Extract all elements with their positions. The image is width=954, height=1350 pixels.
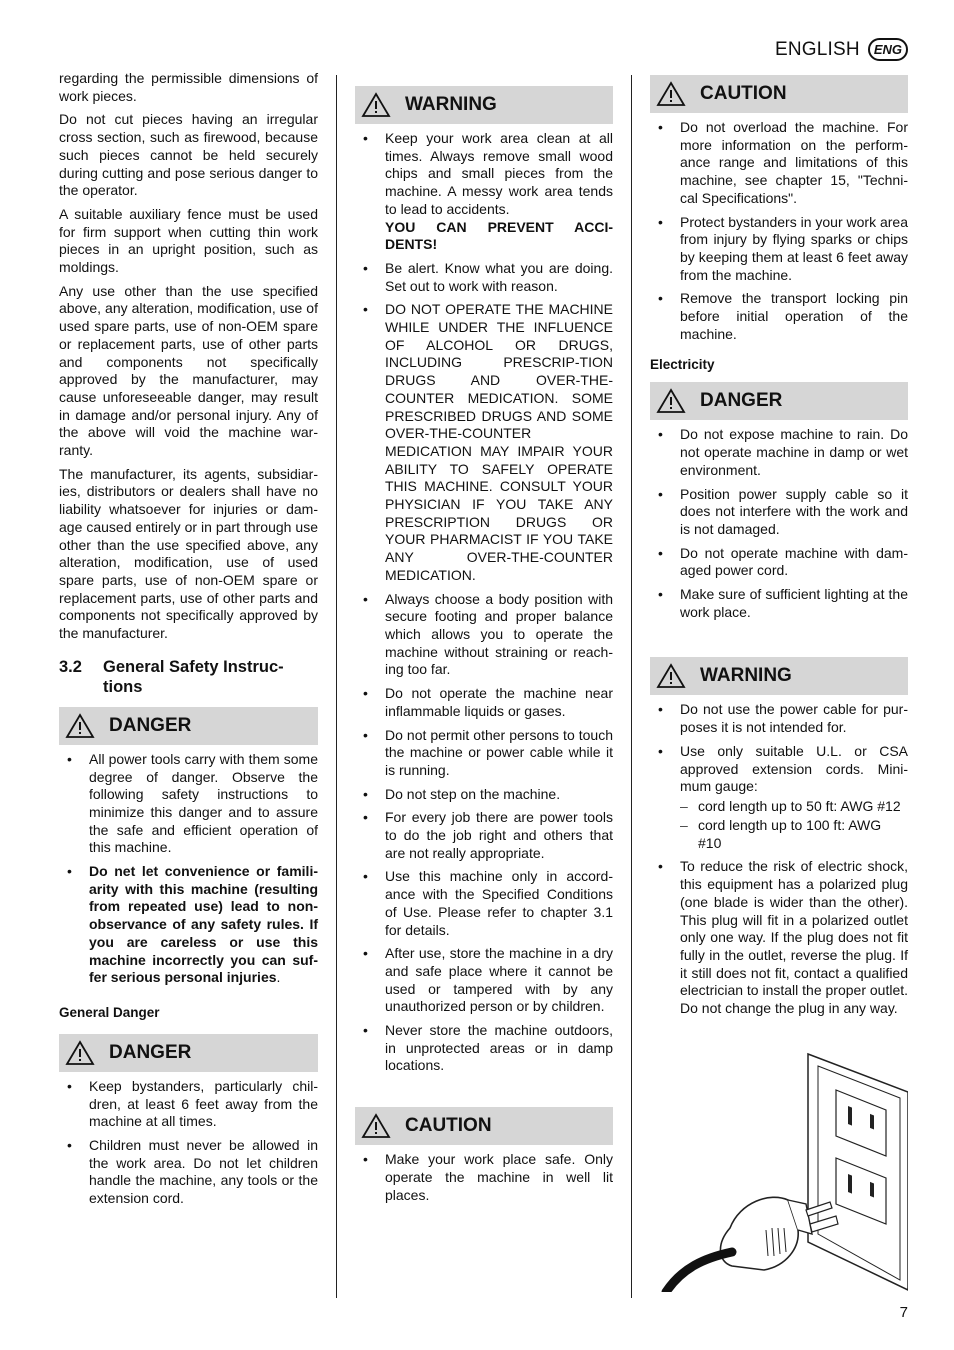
danger-banner — [59, 1034, 318, 1072]
period: . — [276, 969, 281, 986]
bold-text: Do net let convenience or famili-arity with this machine (resulting from repeated use) lead to non-observance of any safety rules. If you are careless or use this machine incorrectly you can suf-fer serious personal injuries — [89, 863, 318, 986]
list-item: • Never store the machine outdoors, in unprotected areas or in damp locations. — [355, 1022, 613, 1075]
banner-label: DANGER — [109, 1041, 192, 1063]
list-item: • Do not expose machine to rain. Do not operate machine in damp or wet environment. — [650, 426, 908, 479]
column-divider — [336, 75, 337, 1298]
item-text: Keep your work area clean at all times. Always remove small wood chips and small pieces from the machine. A messy work area tends to lead to accidents. — [385, 130, 613, 217]
list-item: • For every job there are power tools to do the job right and others that are not really appropriate. — [355, 809, 613, 862]
danger-banner — [650, 382, 908, 420]
list-item: • Protect bystanders in your work area from injury by flying sparks or chips by keeping them at least 6 feet away from the machine. — [650, 214, 908, 285]
page-number: 7 — [899, 1304, 908, 1321]
warning-triangle-icon — [656, 663, 686, 689]
banner-label: WARNING — [700, 665, 792, 687]
list-item: • Keep bystanders, particularly chil-dren, at least 6 feet away from the machine at all times. — [59, 1078, 318, 1131]
warning-triangle-icon — [361, 92, 391, 118]
paragraph: A suitable auxiliary fence must be used for firm support when cutting thin work pieces in an upright position, such as moldings. — [59, 205, 318, 276]
list-item: • Be alert. Know what you are doing. Set out to work with reason. — [355, 260, 613, 295]
gauge-list — [680, 798, 908, 853]
warning-triangle-icon — [361, 1113, 391, 1139]
column-2 — [355, 86, 613, 1210]
paragraph: regarding the permissible dimensions of work pieces. — [59, 70, 318, 104]
list-item: • To reduce the risk of electric shock, this equipment has a polarized plug (one blade is wider than the other). This plug will fit in a polarized outlet only one way. If the plug does not fit fully in the outlet, reverse the plug. If it still does not fit, contact a qualified electrician to install the proper outlet. Do not change the plug in any way. — [650, 858, 908, 1017]
list-item: • Make sure of sufficient lighting at the work place. — [650, 586, 908, 621]
list-item: • Do not operate the machine near inflammable liquids or gases. — [355, 685, 613, 720]
column-divider — [631, 75, 632, 1298]
banner-label: CAUTION — [405, 1115, 492, 1137]
section-heading — [59, 657, 318, 697]
warning-triangle-icon — [656, 388, 686, 414]
list-item: • Do not use the power cable for pur-poses it is not intended for. — [650, 701, 908, 736]
section-title: General Safety Instruc-tions — [103, 657, 284, 696]
list-item: • Remove the transport locking pin before initial operation of the machine. — [650, 290, 908, 343]
paragraph: The manufacturer, its agents, subsidiar-ies, distributors or dealers shall have no liability whatsoever for injuries or dam-age caused entirely or in part through use other than the use specified above, any alteration, modification, use of used spare parts, use of non-OEM spare or replacement parts, use of other parts and components not specifically approved by the manufacturer. — [59, 465, 318, 642]
language-label: ENGLISH — [775, 38, 860, 60]
list-item: • Use this machine only in accord-ance with the Specified Conditions of Use. Please refer to chapter 3.1 for details. — [355, 868, 613, 939]
list-item: • DO NOT OPERATE THE MACHINE WHILE UNDER THE INFLUENCE OF ALCOHOL OR DRUGS, INCLUDING PRESCRIP-TION DRUGS AND OVER-THE-COUNTER MEDICATION. SOME PRESCRIBED DRUGS AND SOME OVER-THE-COUNTER MEDICATION MAY IMPAIR YOUR ABILITY TO SAFELY OPERATE THIS MACHINE. CONSULT YOUR PHYSICIAN IF YOU TAKE ANY PRESCRIPTION DRUGS OR YOUR PHARMACIST IF YOU TAKE ANY OVER-THE-COUNTER MEDICATION. — [355, 301, 613, 584]
list-item: • Do not step on the machine. — [355, 786, 613, 804]
list-item: • Do not permit other persons to touch the machine or power cable while it is running. — [355, 727, 613, 780]
warning-list — [650, 701, 908, 1017]
gauge-item: – cord length up to 100 ft: AWG #10 — [680, 817, 908, 852]
danger-list — [59, 1078, 318, 1208]
warning-banner — [355, 86, 613, 124]
list-item: • Children must never be allowed in the work area. Do not let children handle the machine, any tools or the extension cord. — [59, 1137, 318, 1208]
subheading: Electricity — [650, 357, 715, 373]
list-item: • Do not overload the machine. For more information on the perform-ance range and limitations of this machine, see chapter 15, "Techni-cal Specifications". — [650, 119, 908, 208]
item-text: Use only suitable U.L. or CSA approved extension cords. Mini-mum gauge: — [680, 742, 908, 795]
warning-list — [355, 130, 613, 1075]
section-number: 3.2 — [59, 657, 82, 676]
warning-triangle-icon — [65, 1040, 95, 1066]
list-item: • Always choose a body position with secure footing and proper balance which allows you to operate the machine without straining or reach-ing too far. — [355, 591, 613, 680]
danger-list — [59, 751, 318, 987]
banner-label: WARNING — [405, 94, 497, 115]
polarized-plug-outlet-icon — [660, 1052, 908, 1292]
danger-list — [650, 426, 908, 621]
list-item: • Do not operate machine with dam-aged power cord. — [650, 545, 908, 580]
gauge-item: – cord length up to 50 ft: AWG #12 — [680, 798, 908, 816]
warning-banner — [650, 657, 908, 695]
list-item: • Position power supply cable so it does not interfere with the work and is not damaged. — [650, 486, 908, 539]
column-3 — [650, 75, 908, 1024]
warning-triangle-icon — [656, 81, 686, 107]
banner-label: CAUTION — [700, 83, 787, 104]
subheading: General Danger — [59, 1004, 160, 1020]
caution-list — [355, 1151, 613, 1204]
list-item: • Make your work place safe. Only operate the machine in well lit places. — [355, 1151, 613, 1204]
banner-label: DANGER — [109, 714, 192, 736]
list-item: • All power tools carry with them some degree of danger. Observe the following safety instructions to minimize this danger and to assure the safe and efficient operation of this machine. — [59, 751, 318, 857]
list-item — [59, 863, 318, 987]
list-item — [650, 743, 908, 853]
language-badge: ENG — [868, 38, 908, 61]
list-item — [355, 130, 613, 254]
caution-banner — [355, 1107, 613, 1145]
paragraph: Do not cut pieces having an irregular cross section, such as firewood, because such pieces cannot be held securely during cutting and pose serious danger to the operator. — [59, 111, 318, 199]
paragraph: Any use other than the use specified above, any alteration, modification, use of used spare parts, use of non-OEM spare or replacement parts, use of other parts and components not specifically approved by the manufacturer, may cause unforeseeable danger, may result in damage and/or personal injury. Any of the above will void the machine war-ranty. — [59, 282, 318, 459]
banner-label: DANGER — [700, 390, 783, 412]
caution-list — [650, 119, 908, 343]
danger-banner — [59, 707, 318, 745]
bold-text: YOU CAN PREVENT ACCI-DENTS! — [385, 218, 613, 253]
page-header — [775, 38, 908, 61]
column-1 — [59, 70, 318, 1214]
list-item: • After use, store the machine in a dry and safe place where it cannot be used or tampered with by any unauthorized person or by children. — [355, 945, 613, 1016]
warning-triangle-icon — [65, 713, 95, 739]
caution-banner — [650, 75, 908, 113]
